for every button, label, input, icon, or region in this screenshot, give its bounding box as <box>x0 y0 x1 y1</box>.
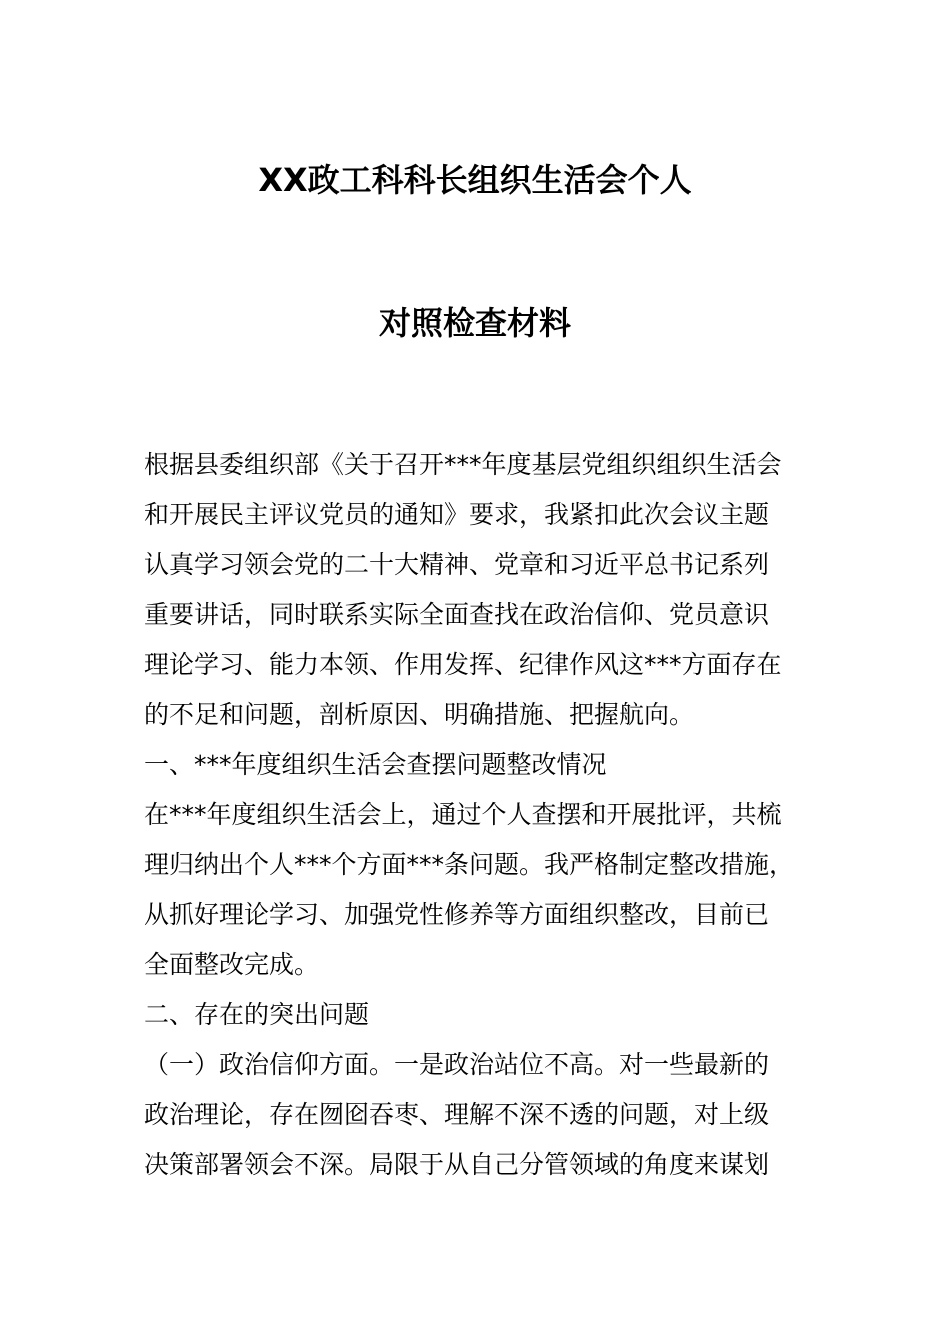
document-title-line-2: 对照检查材料 <box>378 304 571 342</box>
body-line: 从抓好理论学习、加强党性修养等方面组织整改，目前已 <box>144 900 770 929</box>
document-body <box>144 440 814 1190</box>
body-line: 全面整改完成。 <box>144 950 320 979</box>
body-line: 理归纳出个人***个方面***条问题。我严格制定整改措施， <box>144 850 795 879</box>
body-line: 决策部署领会不深。局限于从自己分管领域的角度来谋划 <box>144 1150 770 1179</box>
section-heading-2: 二、存在的突出问题 <box>144 1000 370 1029</box>
section-heading-1: 一、***年度组织生活会查摆问题整改情况 <box>144 750 607 779</box>
body-line: 根据县委组织部《关于召开***年度基层党组织组织生活会 <box>144 450 782 479</box>
body-line: 重要讲话，同时联系实际全面查找在政治信仰、党员意识 <box>144 600 770 629</box>
body-line: 政治理论，存在囫囵吞枣、理解不深不透的问题，对上级 <box>144 1100 770 1129</box>
document-title-line-1: XX政工科科长组织生活会个人 <box>258 161 692 199</box>
body-line: 的不足和问题，剖析原因、明确措施、把握航向。 <box>144 700 695 729</box>
body-line: 在***年度组织生活会上，通过个人查摆和开展批评，共梳 <box>144 800 782 829</box>
body-line: （一）政治信仰方面。一是政治站位不高。对一些最新的 <box>144 1050 770 1079</box>
body-line: 认真学习领会党的二十大精神、党章和习近平总书记系列 <box>144 550 770 579</box>
body-line: 和开展民主评议党员的通知》要求，我紧扣此次会议主题 <box>144 500 770 529</box>
body-line: 理论学习、能力本领、作用发挥、纪律作风这***方面存在 <box>144 650 782 679</box>
